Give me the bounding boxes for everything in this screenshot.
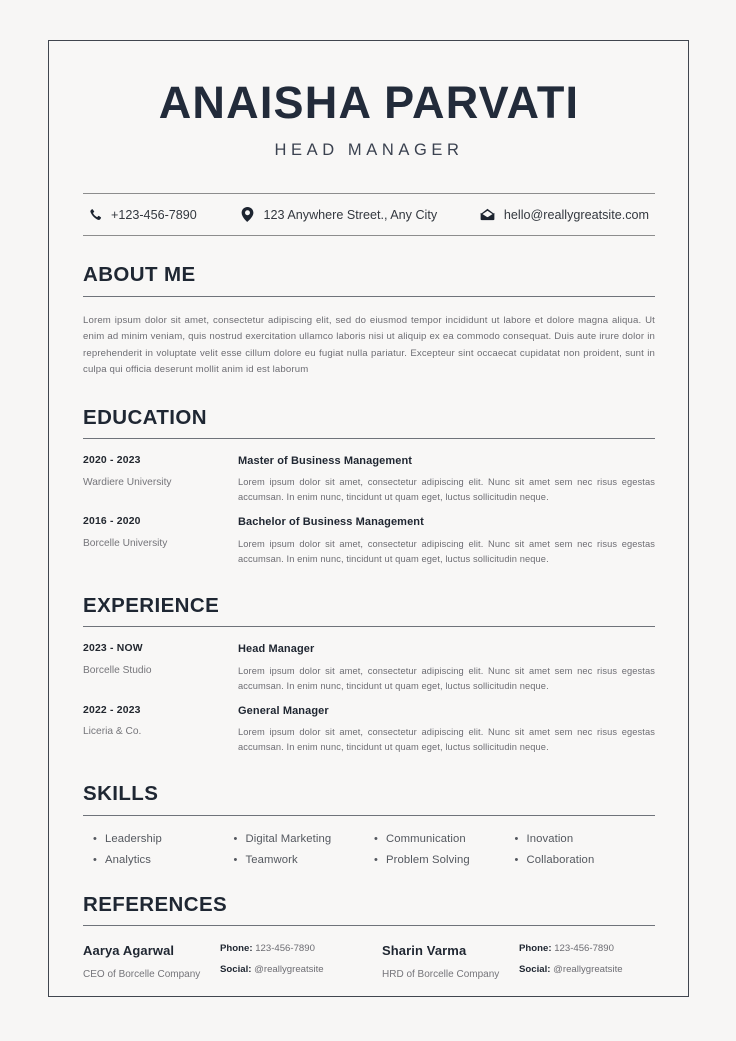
section-divider — [83, 296, 655, 297]
reference-phone — [519, 943, 655, 955]
list-item — [93, 854, 234, 866]
list-item — [374, 833, 515, 845]
section-divider — [83, 925, 655, 926]
experience-entry-body — [238, 704, 655, 755]
reference-contact — [519, 943, 655, 976]
education-entry-description: Lorem ipsum dolor sit amet, consectetur adipiscing elit. Nunc sit amet sem nec risus egestas accumsan. In enim nunc, tincidunt ut quam eget, luctus sollicitudin neque. — [238, 538, 655, 564]
section-about-me — [83, 264, 655, 379]
list-item — [515, 854, 656, 866]
reference-phone-value: 123-456-7890 — [554, 943, 614, 955]
contact-address[interactable] — [240, 207, 438, 222]
list-item — [515, 833, 656, 845]
experience-entry-position: General Manager — [238, 704, 329, 717]
experience-entry-company: Borcelle Studio — [83, 664, 152, 676]
reference-contact — [220, 943, 356, 976]
skill-label: Analytics — [104, 853, 152, 866]
contact-email[interactable] — [480, 207, 649, 222]
resume-content — [83, 40, 655, 981]
section-divider — [83, 438, 655, 439]
bullet-icon: • — [374, 853, 378, 866]
education-entry-description: Lorem ipsum dolor sit amet, consectetur adipiscing elit. Nunc sit amet sem nec risus egestas accumsan. In enim nunc, tincidunt ut quam eget, luctus sollicitudin neque. — [238, 477, 655, 503]
phone-icon — [87, 207, 102, 222]
header — [83, 77, 655, 160]
section-title-experience: EXPERIENCE — [83, 593, 220, 617]
list-item — [93, 833, 234, 845]
list-item — [374, 854, 515, 866]
section-title-education: EDUCATION — [83, 405, 207, 429]
reference-social-value: @reallygreatsite — [553, 963, 623, 975]
contact-bar — [83, 193, 655, 236]
contact-address-text: 123 Anywhere Street., Any City — [263, 207, 438, 222]
reference-phone-label: Phone: — [519, 943, 552, 955]
education-entries — [83, 454, 655, 567]
section-divider — [83, 815, 655, 816]
bullet-icon: • — [233, 832, 238, 845]
experience-entry — [83, 704, 655, 755]
skill-label: Digital Marketing — [245, 832, 332, 845]
contact-email-text: hello@reallygreatsite.com — [503, 207, 649, 222]
reference-card — [382, 943, 655, 981]
skill-label: Teamwork — [245, 853, 298, 866]
education-entry-meta — [83, 515, 238, 550]
experience-entry-date: 2022 - 2023 — [83, 704, 141, 716]
education-entry-degree: Bachelor of Business Management — [238, 516, 424, 529]
reference-social-label: Social: — [220, 963, 252, 975]
contact-phone-text: +123-456-7890 — [111, 207, 197, 222]
experience-entry-body — [238, 642, 655, 693]
section-title-skills: SKILLS — [83, 782, 159, 806]
contact-phone[interactable] — [87, 207, 197, 222]
experience-entry-date: 2023 - NOW — [83, 643, 143, 655]
section-divider — [83, 626, 655, 627]
education-entry-degree: Master of Business Management — [238, 455, 413, 468]
list-item — [234, 854, 375, 866]
list-item — [234, 833, 375, 845]
envelope-icon — [480, 207, 495, 222]
reference-phone-label: Phone: — [220, 943, 253, 955]
reference-phone-value: 123-456-7890 — [255, 943, 315, 955]
education-entry — [83, 454, 655, 505]
section-title-about-me: ABOUT ME — [83, 263, 196, 286]
education-entry-body — [238, 454, 655, 505]
reference-name: Aarya Agarwal — [83, 943, 175, 959]
reference-phone — [220, 943, 356, 955]
bullet-icon: • — [514, 853, 519, 866]
reference-card — [83, 943, 356, 981]
experience-entries — [83, 642, 655, 755]
experience-entry-position: Head Manager — [238, 643, 315, 656]
education-entry-date: 2016 - 2020 — [83, 516, 141, 528]
reference-social-label: Social: — [519, 963, 551, 975]
skill-label: Collaboration — [526, 853, 595, 866]
location-pin-icon — [240, 207, 255, 222]
reference-social-value: @reallygreatsite — [254, 963, 324, 975]
experience-entry-company: Liceria & Co. — [83, 726, 142, 738]
reference-social — [220, 964, 356, 976]
bullet-icon: • — [93, 832, 97, 845]
section-references — [83, 894, 655, 981]
bullet-icon: • — [374, 832, 378, 845]
education-entry-institution: Borcelle University — [83, 538, 168, 549]
education-entry-date: 2020 - 2023 — [83, 455, 141, 467]
reference-identity — [382, 943, 499, 981]
skills-list — [83, 833, 655, 866]
reference-role: CEO of Borcelle Company — [83, 969, 201, 981]
experience-entry — [83, 642, 655, 693]
reference-role: HRD of Borcelle Company — [382, 969, 500, 981]
skill-label: Problem Solving — [385, 853, 470, 866]
bullet-icon: • — [514, 832, 519, 845]
skill-label: Communication — [385, 832, 466, 845]
section-skills — [83, 783, 655, 866]
skill-label: Leadership — [104, 832, 162, 845]
experience-entry-description: Lorem ipsum dolor sit amet, consectetur adipiscing elit. Nunc sit amet sem nec risus egestas accumsan. In enim nunc, tincidunt ut quam eget, luctus sollicitudin neque. — [238, 727, 655, 753]
candidate-name: ANAISHA PARVATI — [158, 77, 580, 128]
experience-entry-meta — [83, 642, 238, 677]
section-experience — [83, 595, 655, 755]
experience-entry-meta — [83, 704, 238, 739]
education-entry-institution: Wardiere University — [83, 476, 172, 488]
reference-identity — [83, 943, 200, 981]
candidate-job-title: HEAD MANAGER — [274, 141, 464, 159]
section-education — [83, 407, 655, 567]
education-entry-meta — [83, 454, 238, 489]
bullet-icon: • — [93, 853, 97, 866]
education-entry — [83, 515, 655, 566]
references-list — [83, 943, 655, 981]
bullet-icon: • — [233, 853, 238, 866]
reference-social — [519, 964, 655, 976]
reference-name: Sharin Varma — [382, 943, 467, 959]
education-entry-body — [238, 515, 655, 566]
experience-entry-description: Lorem ipsum dolor sit amet, consectetur adipiscing elit. Nunc sit amet sem nec risus egestas accumsan. In enim nunc, tincidunt ut quam eget, luctus sollicitudin neque. — [238, 665, 655, 691]
about-me-paragraph: Lorem ipsum dolor sit amet, consectetur adipiscing elit, sed do eiusmod tempor incididunt ut labore et dolore magna aliqua. Ut enim ad minim veniam, quis nostrud exercitation ullamco laboris nisi ut aliquip ex ea commodo consequat. Duis aute irure dolor in reprehenderit in voluptate velit esse cillum dolore eu fugiat nulla pariatur. Excepteur sint occaecat cupidatat non proident, sunt in culpa qui officia deserunt mollit anim id est laborum — [83, 314, 655, 376]
section-title-references: REFERENCES — [83, 892, 228, 916]
skill-label: Inovation — [526, 832, 574, 845]
